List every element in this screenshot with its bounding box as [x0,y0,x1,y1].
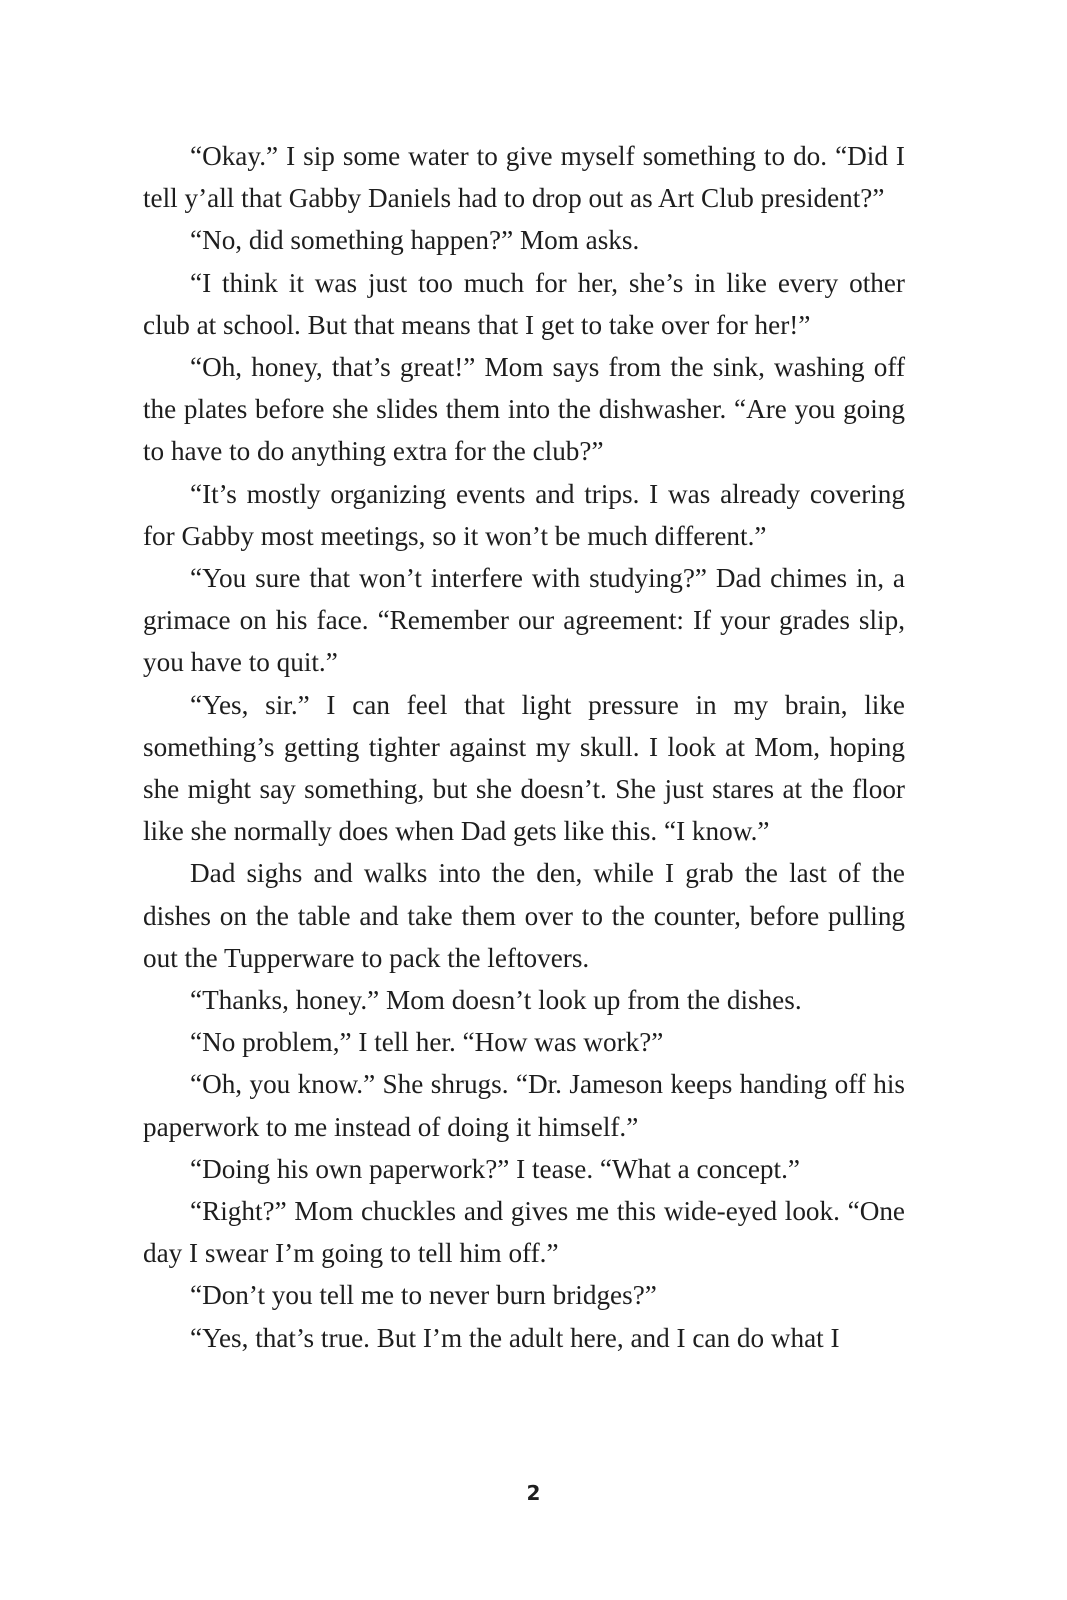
paragraph: “Doing his own paperwork?” I tease. “What a concept.” [190,1153,800,1184]
paragraph: “It’s mostly organizing events and trips. I was already covering for Gabby most meetings, so it won’t be much different.” [143,478,905,551]
paragraph: “Thanks, honey.” Mom doesn’t look up from the dishes. [190,985,802,1016]
page-number: 2 [526,1481,541,1505]
paragraph: “Oh, honey, that’s great!” Mom says from the sink, washing off the plates before she slides them into the dishwasher. “Are you going to have to do anything extra for the club?” [143,352,905,467]
paragraph: “Right?” Mom chuckles and gives me this wide-eyed look. “One day I swear I’m going to tell him off.” [143,1196,905,1269]
paragraph: “You sure that won’t interfere with studying?” Dad chimes in, a grimace on his face. “Remember our agreement: If your grades slip, you have to quit.” [143,563,905,678]
body-text [143,135,905,1359]
paragraph: “Don’t you tell me to never burn bridges?” [190,1280,657,1311]
paragraph: “No problem,” I tell her. “How was work?” [190,1027,664,1058]
paragraph: “Oh, you know.” She shrugs. “Dr. Jameson keeps handing off his paperwork to me instead of doing it himself.” [143,1069,905,1142]
paragraph: “Yes, sir.” I can feel that light pressure in my brain, like something’s getting tighter against my skull. I look at Mom, hoping she might say something, but she doesn’t. She just stares at the floor like she normally does when Dad gets like this. “I know.” [143,689,905,847]
paragraph: “No, did something happen?” Mom asks. [190,225,640,256]
paragraph: Dad sighs and walks into the den, while I grab the last of the dishes on the table and take them over to the counter, before pulling out the Tupperware to pack the leftovers. [143,858,905,973]
paragraph: “Yes, that’s true. But I’m the adult here, and I can do what I [190,1322,840,1353]
paragraph: “Okay.” I sip some water to give myself something to do. “Did I tell y’all that Gabby Daniels had to drop out as Art Club president?” [143,141,905,214]
paragraph: “I think it was just too much for her, she’s in like every other club at school. But that means that I get to take over for her!” [143,267,905,340]
